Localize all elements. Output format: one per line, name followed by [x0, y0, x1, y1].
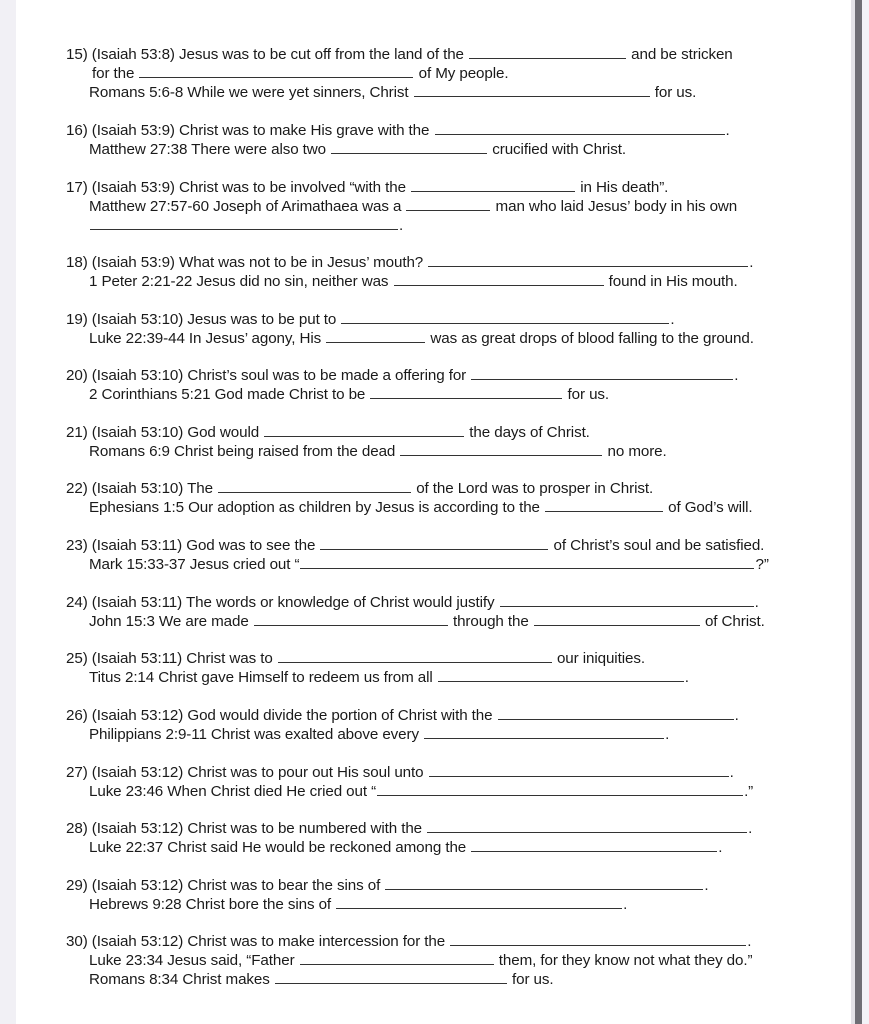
answer-blank[interactable]: [300, 554, 754, 569]
question-line: [66, 309, 675, 329]
reference-line: [89, 950, 752, 970]
answer-blank[interactable]: [438, 667, 684, 682]
reference-line: [92, 63, 508, 83]
question-text: .: [748, 820, 753, 837]
answer-blank[interactable]: [377, 781, 743, 796]
question-text: 20) (Isaiah 53:10) Christ’s soul was to be made a offering for: [66, 367, 471, 384]
question-text: 1 Peter 2:21-22 Jesus did no sin, neither was: [89, 273, 393, 290]
question-line: [66, 177, 668, 197]
answer-blank[interactable]: [278, 648, 552, 663]
question-text: of the Lord was to prosper in Christ.: [412, 480, 654, 497]
answer-blank[interactable]: [385, 875, 703, 890]
question-text: of God’s will.: [664, 499, 753, 516]
answer-blank[interactable]: [341, 309, 669, 324]
question-text: .: [734, 707, 739, 724]
question-line: [66, 705, 739, 725]
answer-blank[interactable]: [427, 818, 747, 833]
question-text: crucified with Christ.: [488, 141, 626, 158]
question-text: .: [729, 764, 734, 781]
question-text: and be stricken: [627, 46, 733, 63]
question-text: for us.: [563, 386, 610, 403]
question-text: 17) (Isaiah 53:9) Christ was to be involved “with the: [66, 179, 411, 196]
reference-line: [89, 554, 769, 574]
question-line: [66, 478, 653, 498]
question-text: 21) (Isaiah 53:10) God would: [66, 424, 264, 441]
reference-line: [89, 894, 627, 914]
question-text: no more.: [603, 443, 667, 460]
question-line: [66, 422, 590, 442]
answer-blank[interactable]: [264, 422, 464, 437]
answer-blank[interactable]: [400, 441, 602, 456]
question-text: .: [749, 254, 754, 271]
reference-line: [89, 441, 667, 461]
question-text: Romans 6:9 Christ being raised from the dead: [89, 443, 400, 460]
answer-blank[interactable]: [326, 328, 425, 343]
question-line: [66, 252, 753, 272]
question-text: of My people.: [414, 65, 509, 82]
question-text: man who laid Jesus’ body in his own: [491, 198, 738, 215]
question-text: of Christ.: [700, 613, 765, 630]
question-line: [66, 120, 730, 140]
answer-blank[interactable]: [534, 611, 700, 626]
answer-blank[interactable]: [90, 215, 398, 230]
question-text: 25) (Isaiah 53:11) Christ was to: [66, 650, 277, 667]
question-line: [66, 365, 738, 385]
question-text: Hebrews 9:28 Christ bore the sins of: [89, 896, 336, 913]
question-text: 2 Corinthians 5:21 God made Christ to be: [89, 386, 370, 403]
answer-blank[interactable]: [411, 177, 575, 192]
reference-line: [89, 497, 753, 517]
question-text: for us.: [507, 971, 554, 988]
reference-line: [89, 667, 689, 687]
question-text: 18) (Isaiah 53:9) What was not to be in Jesus’ mouth?: [66, 254, 428, 271]
question-text: .: [718, 839, 723, 856]
answer-blank[interactable]: [429, 762, 729, 777]
answer-blank[interactable]: [139, 63, 413, 78]
question-text: Matthew 27:38 There were also two: [89, 141, 331, 158]
reference-line: [89, 328, 754, 348]
question-text: .: [399, 217, 404, 234]
answer-blank[interactable]: [498, 705, 734, 720]
question-line: [66, 592, 759, 612]
question-text: for us.: [650, 84, 697, 101]
answer-blank[interactable]: [471, 365, 733, 380]
answer-blank[interactable]: [254, 611, 448, 626]
reference-line: [89, 82, 696, 102]
question-text: 26) (Isaiah 53:12) God would divide the portion of Christ with the: [66, 707, 497, 724]
question-text: our iniquities.: [552, 650, 645, 667]
question-text: 27) (Isaiah 53:12) Christ was to pour out His soul unto: [66, 764, 428, 781]
answer-blank[interactable]: [500, 592, 754, 607]
reference-line: [89, 837, 722, 857]
reference-line: [89, 969, 554, 989]
reference-line: [89, 384, 609, 404]
question-text: Titus 2:14 Christ gave Himself to redeem us from all: [89, 669, 437, 686]
question-text: through the: [448, 613, 533, 630]
question-text: 30) (Isaiah 53:12) Christ was to make intercession for the: [66, 933, 450, 950]
answer-blank[interactable]: [545, 497, 663, 512]
question-line: [66, 648, 645, 668]
answer-blank[interactable]: [406, 196, 490, 211]
answer-blank[interactable]: [275, 969, 507, 984]
reference-line: [89, 271, 738, 291]
viewer-right-margin: [862, 0, 869, 1024]
answer-blank[interactable]: [428, 252, 748, 267]
question-text: ?”: [755, 556, 769, 573]
reference-line: [89, 196, 737, 216]
question-text: of Christ’s soul and be satisfied.: [549, 537, 765, 554]
question-text: Mark 15:33-37 Jesus cried out “: [89, 556, 300, 573]
question-text: .: [623, 896, 628, 913]
scrollbar[interactable]: [855, 0, 862, 1024]
question-text: .: [734, 367, 739, 384]
question-text: Luke 22:37 Christ said He would be reckoned among the: [89, 839, 471, 856]
question-text: was as great drops of blood falling to the ground.: [426, 330, 754, 347]
question-line: [66, 762, 734, 782]
question-line: [66, 931, 751, 951]
reference-line: [89, 724, 669, 744]
question-text: 15) (Isaiah 53:8) Jesus was to be cut off from the land of the: [66, 46, 469, 63]
question-text: Luke 23:46 When Christ died He cried out “: [89, 783, 377, 800]
question-text: 24) (Isaiah 53:11) The words or knowledge of Christ would justify: [66, 594, 499, 611]
answer-blank[interactable]: [320, 535, 548, 550]
reference-line: [89, 611, 765, 631]
question-text: found in His mouth.: [604, 273, 738, 290]
question-text: Luke 23:34 Jesus said, “Father: [89, 952, 299, 969]
question-line: [66, 818, 752, 838]
question-text: in His death”.: [576, 179, 669, 196]
viewer-left-margin: [0, 0, 16, 1024]
question-text: the days of Christ.: [465, 424, 590, 441]
question-text: Philippians 2:9-11 Christ was exalted above every: [89, 726, 424, 743]
answer-blank[interactable]: [336, 894, 622, 909]
answer-blank[interactable]: [424, 724, 664, 739]
question-text: them, for they know not what they do.”: [494, 952, 753, 969]
answer-blank[interactable]: [450, 931, 746, 946]
question-text: 22) (Isaiah 53:10) The: [66, 480, 218, 497]
question-text: 16) (Isaiah 53:9) Christ was to make His grave with the: [66, 122, 434, 139]
question-text: .: [754, 594, 759, 611]
answer-blank[interactable]: [370, 384, 562, 399]
reference-line: [89, 139, 626, 159]
question-text: Romans 5:6-8 While we were yet sinners, Christ: [89, 84, 413, 101]
answer-blank[interactable]: [331, 139, 487, 154]
question-text: .: [725, 122, 730, 139]
answer-blank[interactable]: [218, 478, 411, 493]
question-text: Matthew 27:57-60 Joseph of Arimathaea was a: [89, 198, 406, 215]
question-text: .”: [744, 783, 754, 800]
question-text: 23) (Isaiah 53:11) God was to see the: [66, 537, 320, 554]
reference-line: [89, 781, 753, 801]
question-line: [66, 535, 764, 555]
reference-line: [89, 215, 403, 235]
answer-blank[interactable]: [300, 950, 494, 965]
question-text: 29) (Isaiah 53:12) Christ was to bear the sins of: [66, 877, 385, 894]
question-line: [66, 875, 708, 895]
question-text: .: [670, 311, 675, 328]
question-text: .: [704, 877, 709, 894]
answer-blank[interactable]: [435, 120, 725, 135]
answer-blank[interactable]: [414, 82, 650, 97]
answer-blank[interactable]: [471, 837, 717, 852]
question-text: Romans 8:34 Christ makes: [89, 971, 274, 988]
question-text: 19) (Isaiah 53:10) Jesus was to be put to: [66, 311, 341, 328]
question-text: Ephesians 1:5 Our adoption as children by Jesus is according to the: [89, 499, 545, 516]
question-text: .: [747, 933, 752, 950]
answer-blank[interactable]: [394, 271, 604, 286]
question-text: .: [684, 669, 689, 686]
question-text: Luke 22:39-44 In Jesus’ agony, His: [89, 330, 326, 347]
question-text: .: [665, 726, 670, 743]
question-text: for the: [92, 65, 139, 82]
question-line: [66, 44, 733, 64]
question-text: 28) (Isaiah 53:12) Christ was to be numbered with the: [66, 820, 427, 837]
question-text: John 15:3 We are made: [89, 613, 253, 630]
answer-blank[interactable]: [469, 44, 626, 59]
